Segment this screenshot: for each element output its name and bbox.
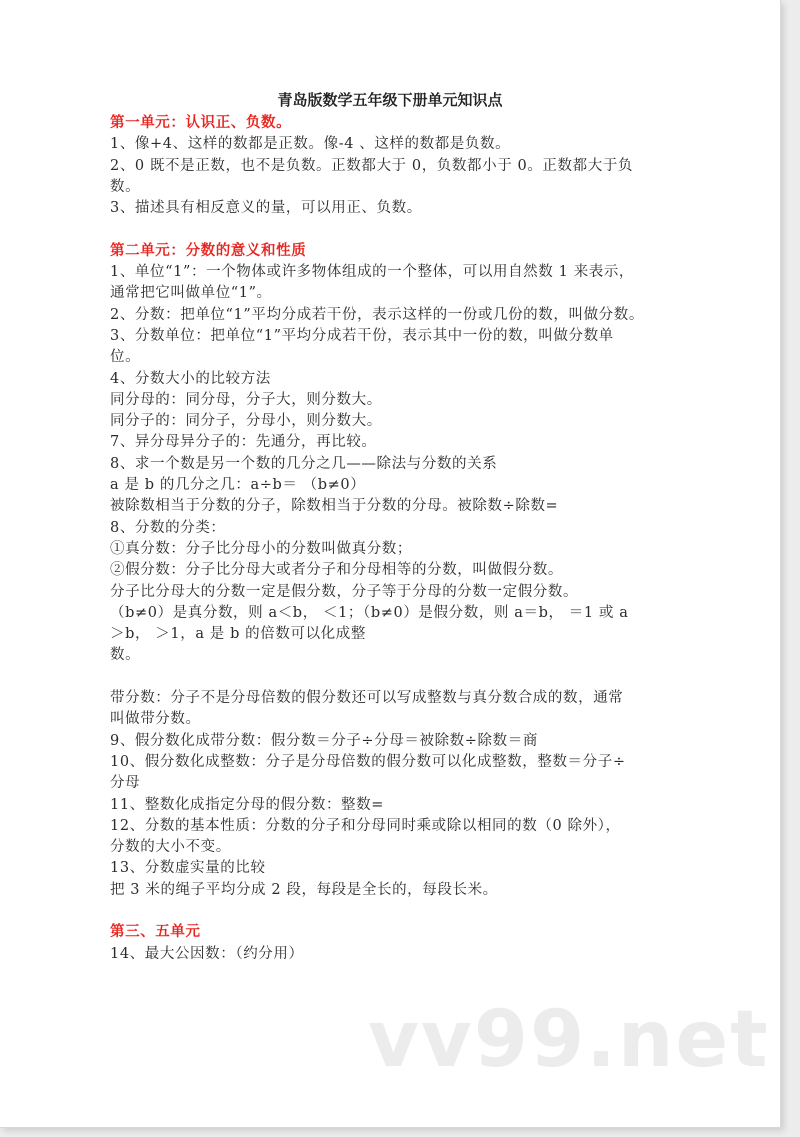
section-heading: 第二单元：分数的意义和性质 <box>110 242 307 259</box>
text-line: a 是 b 的几分之几：a÷b＝ （b≠0） <box>110 477 366 494</box>
text-line: 叫做带分数。 <box>110 711 201 728</box>
text-line: 把 3 米的绳子平均分成 2 段，每段是全长的，每段长米。 <box>110 881 498 898</box>
text-line: 2、分数：把单位“1”平均分成若干份，表示这样的一份或几份的数，叫做分数。 <box>110 306 644 323</box>
blank-line <box>110 219 680 240</box>
text-line: 被除数相当于分数的分子，除数相当于分数的分母。被除数÷除数= <box>110 498 559 515</box>
text-line: （b≠0）是真分数，则 a＜b， ＜1；（b≠0）是假分数，则 a＝b， ＝1 或 a <box>110 604 629 621</box>
text-line: 7、异分母异分子的：先通分，再比较。 <box>110 434 377 451</box>
text-line: 同分子的：同分子，分母小，则分数大。 <box>110 413 382 430</box>
text-line: 数。 <box>110 178 141 195</box>
text-line: 8、分数的分类： <box>110 519 226 536</box>
text-line: 带分数：分子不是分母倍数的假分数还可以写成整数与真分数合成的数，通常 <box>110 690 624 707</box>
text-line: 2、0 既不是正数，也不是负数。正数都大于 0，负数都小于 0。正数都大于负 <box>110 157 634 174</box>
text-line: 通常把它叫做单位“1”。 <box>110 285 272 302</box>
text-line: ②假分数：分子比分母大或者分子和分母相等的分数，叫做假分数。 <box>110 562 563 579</box>
document-body <box>110 113 680 965</box>
text-line: 分数的大小不变。 <box>110 839 231 856</box>
text-line: 位。 <box>110 349 141 366</box>
text-line: 13、分数虚实量的比较 <box>110 860 266 877</box>
text-line: 分子比分母大的分数一定是假分数，分子等于分母的分数一定假分数。 <box>110 583 579 600</box>
document-title: 青岛版数学五年级下册单元知识点 <box>277 91 503 109</box>
text-line: 分母 <box>110 775 141 792</box>
text-line: 4、分数大小的比较方法 <box>110 370 271 387</box>
text-line: 同分母的：同分母，分子大，则分数大。 <box>110 391 382 408</box>
text-line: 1、像+4、这样的数都是正数。像-4 、这样的数都是负数。 <box>110 136 511 153</box>
blank-line <box>110 667 680 688</box>
watermark-text: vv99.net <box>368 995 770 1085</box>
text-line: ①真分数：分子比分母小的分数叫做真分数； <box>110 540 412 557</box>
text-line: 8、求一个数是另一个数的几分之几——除法与分数的关系 <box>110 455 498 472</box>
text-line: 11、整数化成指定分母的假分数：整数= <box>110 796 384 813</box>
text-line: 3、分数单位：把单位“1”平均分成若干份，表示其中一份的数，叫做分数单 <box>110 327 614 344</box>
text-line: 9、假分数化成带分数：假分数＝分子÷分母＝被除数÷除数＝商 <box>110 732 538 749</box>
text-line: 12、分数的基本性质：分数的分子和分母同时乘或除以相同的数（0 除外）， <box>110 817 621 834</box>
text-line: 数。 <box>110 647 141 664</box>
text-line: 10、假分数化成整数：分子是分母倍数的假分数可以化成整数，整数＝分子÷ <box>110 753 626 770</box>
text-line: 14、最大公因数：（约分用） <box>110 945 304 962</box>
section-heading: 第三、五单元 <box>110 924 201 941</box>
text-line: 3、描述具有相反意义的量，可以用正、负数。 <box>110 200 422 217</box>
blank-line <box>110 901 680 922</box>
text-line: ＞b， ＞1，a 是 b 的倍数可以化成整 <box>110 626 366 643</box>
section-heading: 第一单元：认识正、负数。 <box>110 115 292 131</box>
text-line: 1、单位“1”：一个物体或许多物体组成的一个整体，可以用自然数 1 来表示， <box>110 264 635 281</box>
